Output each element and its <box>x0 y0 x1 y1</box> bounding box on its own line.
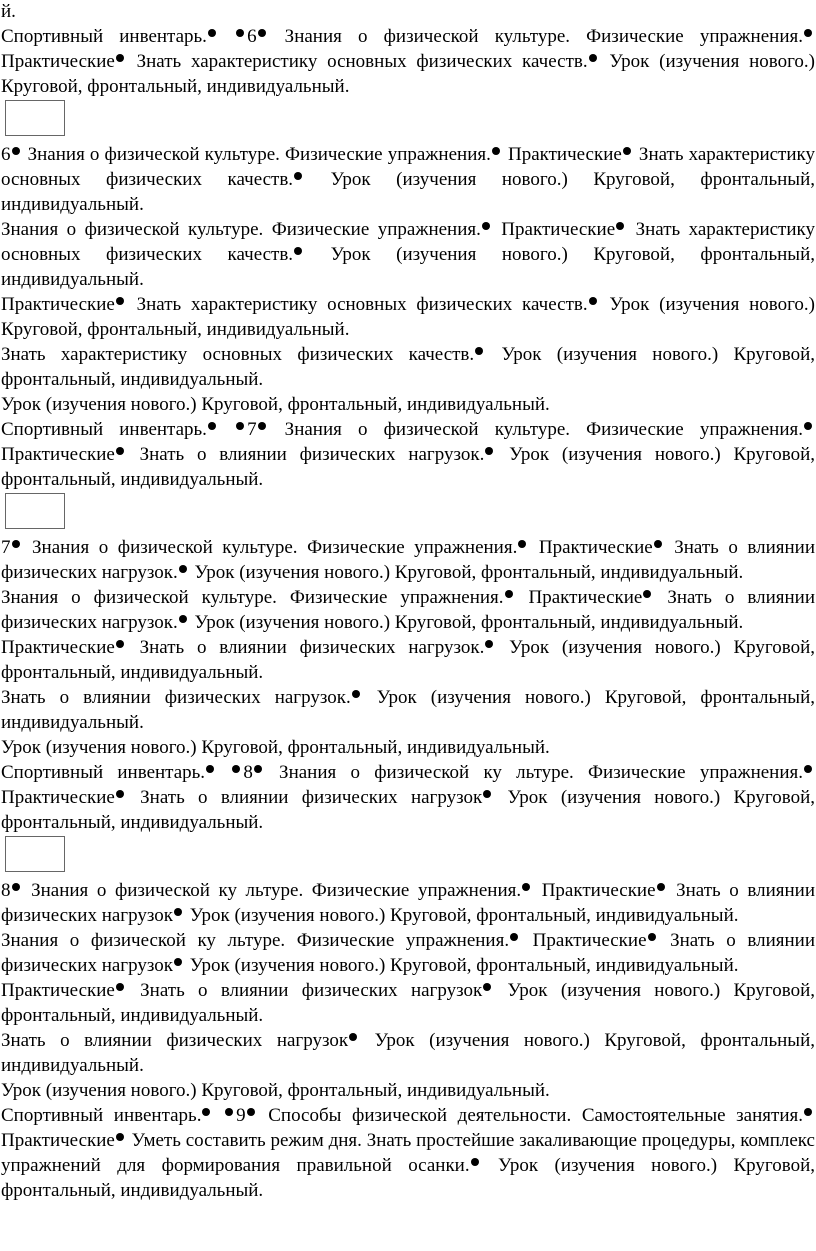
paragraph: Практические Знать о влиянии физических нагрузок. Урок (изучения нового.) Круговой, фронтальный, индивидуальный. <box>1 637 815 683</box>
paragraph: Спортивный инвентарь. 7 Знания о физической культуре. Физические упражнения. Практические Знать о влиянии физических нагрузок. Урок (изучения нового.) Круговой, фронтальный, индивидуальный. <box>1 419 815 490</box>
bullet-icon <box>522 883 530 891</box>
empty-table-cell <box>5 836 65 872</box>
paragraph: Практические Знать характеристику основных физических качеств. Урок (изучения нового.) Круговой, фронтальный, индивидуальный. <box>1 294 815 340</box>
paragraph: Знания о физической культуре. Физические упражнения. Практические Знать характеристику основных физических качеств. Урок (изучения нового.) Круговой, фронтальный, индивидуальный. <box>1 219 815 290</box>
bullet-icon <box>232 765 240 773</box>
bullet-icon <box>589 54 597 62</box>
paragraph: Знания о физической культуре. Физические упражнения. Практические Знать о влиянии физических нагрузок. Урок (изучения нового.) Круговой, фронтальный, индивидуальный. <box>1 587 815 633</box>
bullet-icon <box>179 615 187 623</box>
bullet-icon <box>352 690 360 698</box>
bullet-icon <box>643 590 651 598</box>
bullet-icon <box>258 29 266 37</box>
bullet-icon <box>471 1158 479 1166</box>
bullet-icon <box>236 29 244 37</box>
paragraph: Знать о влиянии физических нагрузок. Урок (изучения нового.) Круговой, фронтальный, индивидуальный. <box>1 687 815 733</box>
bullet-icon <box>349 1033 357 1041</box>
paragraph: Урок (изучения нового.) Круговой, фронтальный, индивидуальный. <box>1 737 550 758</box>
bullet-icon <box>116 447 124 455</box>
bullet-icon <box>116 790 124 798</box>
bullet-icon <box>208 29 216 37</box>
bullet-icon <box>475 347 483 355</box>
bullet-icon <box>294 247 302 255</box>
bullet-icon <box>174 958 182 966</box>
paragraph: Практические Знать о влиянии физических нагрузок Урок (изучения нового.) Круговой, фронтальный, индивидуальный. <box>1 980 815 1026</box>
bullet-icon <box>492 147 500 155</box>
bullet-icon <box>208 422 216 430</box>
bullet-icon <box>505 590 513 598</box>
paragraph: Знать характеристику основных физических качеств. Урок (изучения нового.) Круговой, фронтальный, индивидуальный. <box>1 344 815 390</box>
bullet-icon <box>294 172 302 180</box>
bullet-icon <box>116 54 124 62</box>
bullet-icon <box>12 540 20 548</box>
bullet-icon <box>485 640 493 648</box>
bullet-icon <box>804 765 812 773</box>
bullet-icon <box>483 983 491 991</box>
bullet-icon <box>485 447 493 455</box>
paragraph: Знания о физической ку льтуре. Физические упражнения. Практические Знать о влиянии физических нагрузок Урок (изучения нового.) Круговой, фронтальный, индивидуальный. <box>1 930 815 976</box>
bullet-icon <box>482 222 490 230</box>
bullet-icon <box>657 883 665 891</box>
empty-table-cell <box>5 100 65 136</box>
bullet-icon <box>258 422 266 430</box>
bullet-icon <box>254 765 262 773</box>
bullet-icon <box>804 1108 812 1116</box>
bullet-icon <box>206 765 214 773</box>
bullet-icon <box>804 29 812 37</box>
bullet-icon <box>116 640 124 648</box>
paragraph: Спортивный инвентарь. 8 Знания о физической ку льтуре. Физические упражнения. Практические Знать о влиянии физических нагрузок Урок (изучения нового.) Круговой, фронтальный, индивидуальный. <box>1 762 815 833</box>
bullet-icon <box>225 1108 233 1116</box>
empty-table-cell <box>5 493 65 529</box>
bullet-icon <box>202 1108 210 1116</box>
bullet-icon <box>179 565 187 573</box>
paragraph: Спортивный инвентарь. 6 Знания о физической культуре. Физические упражнения. Практические Знать характеристику основных физических качеств. Урок (изучения нового.) Круговой, фронтальный, индивидуальный. <box>1 26 815 97</box>
paragraph: 7 Знания о физической культуре. Физические упражнения. Практические Знать о влиянии физических нагрузок. Урок (изучения нового.) Круговой, фронтальный, индивидуальный. <box>1 537 815 583</box>
bullet-icon <box>616 222 624 230</box>
bullet-icon <box>483 790 491 798</box>
bullet-icon <box>510 933 518 941</box>
bullet-icon <box>589 297 597 305</box>
bullet-icon <box>12 147 20 155</box>
paragraph: Знать о влиянии физических нагрузок Урок (изучения нового.) Круговой, фронтальный, индивидуальный. <box>1 1030 815 1076</box>
paragraph: 8 Знания о физической ку льтуре. Физические упражнения. Практические Знать о влиянии физических нагрузок Урок (изучения нового.) Круговой, фронтальный, индивидуальный. <box>1 880 815 926</box>
paragraph: Урок (изучения нового.) Круговой, фронтальный, индивидуальный. <box>1 394 550 415</box>
bullet-icon <box>174 908 182 916</box>
paragraph: Спортивный инвентарь. 9 Способы физической деятельности. Самостоятельные занятия. Практические Уметь составить режим дня. Знать простейшие закаливающие процедуры, комплекс упражнений для формирования правильной осанки. Урок (изучения нового.) Круговой, фронтальный, индивидуальный. <box>1 1105 815 1201</box>
paragraph: й. <box>1 1 16 22</box>
paragraph: 6 Знания о физической культуре. Физические упражнения. Практические Знать характеристику основных физических качеств. Урок (изучения нового.) Круговой, фронтальный, индивидуальный. <box>1 144 815 215</box>
bullet-icon <box>236 422 244 430</box>
bullet-icon <box>116 983 124 991</box>
bullet-icon <box>623 147 631 155</box>
bullet-icon <box>654 540 662 548</box>
bullet-icon <box>116 297 124 305</box>
paragraph: Урок (изучения нового.) Круговой, фронтальный, индивидуальный. <box>1 1080 550 1101</box>
bullet-icon <box>247 1108 255 1116</box>
bullet-icon <box>518 540 526 548</box>
bullet-icon <box>648 933 656 941</box>
bullet-icon <box>804 422 812 430</box>
bullet-icon <box>116 1133 124 1141</box>
bullet-icon <box>12 883 20 891</box>
